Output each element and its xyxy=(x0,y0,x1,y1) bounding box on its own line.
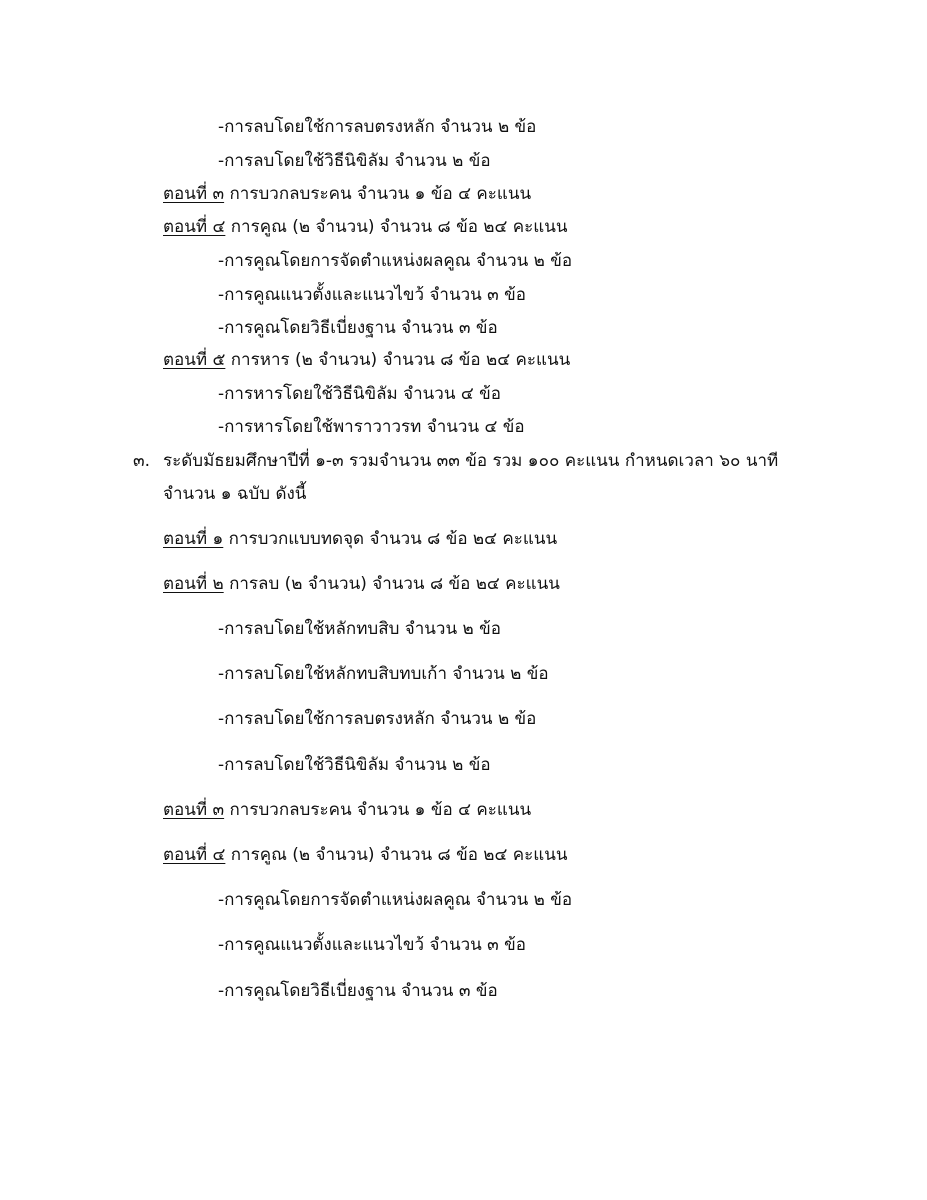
part-heading: ตอนที่ ๓ xyxy=(163,184,225,204)
section-heading-line: จำนวน ๑ ฉบับ ดังนี้ xyxy=(163,484,307,504)
part-line xyxy=(163,215,567,239)
part-heading: ตอนที่ ๕ xyxy=(163,350,226,370)
subtopic-line: -การลบโดยใช้การลบตรงหลัก จำนวน ๒ ข้อ xyxy=(218,709,537,729)
part-description: การลบ (๒ จำนวน) จำนวน ๘ ข้อ ๒๔ คะแนน xyxy=(223,574,560,594)
subtopic-line: -การลบโดยใช้หลักทบสิบ จำนวน ๒ ข้อ xyxy=(218,619,501,639)
part-line xyxy=(163,798,531,822)
part-description: การคูณ (๒ จำนวน) จำนวน ๘ ข้อ ๒๔ คะแนน xyxy=(225,217,568,237)
part-line xyxy=(163,843,567,867)
part-line xyxy=(163,527,557,551)
part-line xyxy=(163,182,531,206)
part-heading: ตอนที่ ๔ xyxy=(163,845,226,865)
subtopic-line: -การลบโดยใช้วิธีนิขิลัม จำนวน ๒ ข้อ xyxy=(218,151,491,171)
section-heading-line: ระดับมัธยมศึกษาปีที่ ๑-๓ รวมจำนวน ๓๓ ข้อ รวม ๑๐๐ คะแนน กำหนดเวลา ๖๐ นาที xyxy=(163,451,779,471)
section-number: ๓. xyxy=(133,451,151,471)
part-heading: ตอนที่ ๑ xyxy=(163,529,224,549)
subtopic-line: -การหารโดยใช้พาราวาวรท จำนวน ๔ ข้อ xyxy=(218,417,525,437)
part-heading: ตอนที่ ๓ xyxy=(163,800,225,820)
subtopic-line: -การคูณโดยวิธีเบี่ยงฐาน จำนวน ๓ ข้อ xyxy=(218,981,498,1001)
part-description: การหาร (๒ จำนวน) จำนวน ๘ ข้อ ๒๔ คะแนน xyxy=(225,350,571,370)
subtopic-line: -การหารโดยใช้วิธีนิขิลัม จำนวน ๔ ข้อ xyxy=(218,384,501,404)
part-line xyxy=(163,348,570,372)
subtopic-line: -การคูณโดยวิธีเบี่ยงฐาน จำนวน ๓ ข้อ xyxy=(218,318,498,338)
subtopic-line: -การลบโดยใช้วิธีนิขิลัม จำนวน ๒ ข้อ xyxy=(218,755,491,775)
part-line xyxy=(163,572,560,596)
part-description: การบวกลบระคน จำนวน ๑ ข้อ ๔ คะแนน xyxy=(224,800,532,820)
subtopic-line: -การคูณโดยการจัดตำแหน่งผลคูณ จำนวน ๒ ข้อ xyxy=(218,890,573,910)
part-heading: ตอนที่ ๒ xyxy=(163,574,224,594)
subtopic-line: -การลบโดยใช้หลักทบสิบทบเก้า จำนวน ๒ ข้อ xyxy=(218,664,549,684)
part-description: การคูณ (๒ จำนวน) จำนวน ๘ ข้อ ๒๔ คะแนน xyxy=(225,845,568,865)
part-heading: ตอนที่ ๔ xyxy=(163,217,226,237)
subtopic-line: -การคูณแนวตั้งและแนวไขว้ จำนวน ๓ ข้อ xyxy=(218,935,527,955)
part-description: การบวกแบบทดจุด จำนวน ๘ ข้อ ๒๔ คะแนน xyxy=(223,529,558,549)
subtopic-line: -การคูณโดยการจัดตำแหน่งผลคูณ จำนวน ๒ ข้อ xyxy=(218,251,573,271)
subtopic-line: -การลบโดยใช้การลบตรงหลัก จำนวน ๒ ข้อ xyxy=(218,117,537,137)
part-description: การบวกลบระคน จำนวน ๑ ข้อ ๔ คะแนน xyxy=(224,184,532,204)
subtopic-line: -การคูณแนวตั้งและแนวไขว้ จำนวน ๓ ข้อ xyxy=(218,285,527,305)
